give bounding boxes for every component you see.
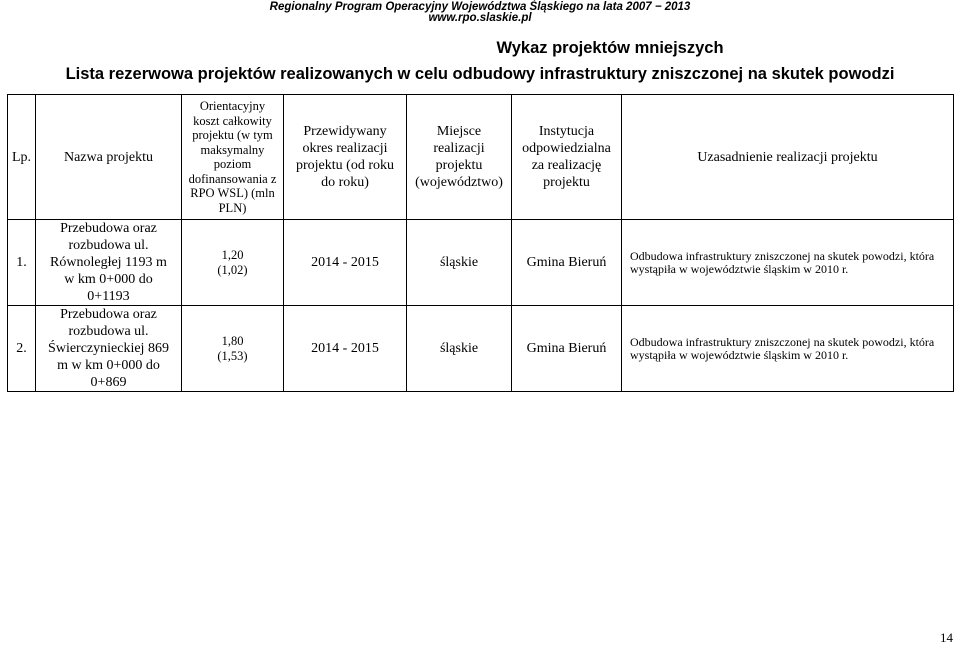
page-subtitle: Lista rezerwowa projektów realizowanych w celu odbudowy infrastruktury zniszczonej na skutek powodzi — [65, 65, 895, 83]
row-lp: 2. — [8, 306, 36, 392]
table-header-row — [8, 95, 954, 220]
row-cost — [182, 306, 284, 392]
row-cost — [182, 220, 284, 306]
col-header-period: Przewidywany okres realizacji projektu (od roku do roku) — [284, 95, 407, 220]
row-name: Przebudowa oraz rozbudowa ul. Równoległej 1193 m w km 0+000 do 0+1193 — [36, 220, 182, 306]
row-institution: Gmina Bieruń — [512, 220, 622, 306]
col-header-justification: Uzasadnienie realizacji projektu — [622, 95, 954, 220]
row-place: śląskie — [407, 220, 512, 306]
col-header-cost: Orientacyjny koszt całkowity projektu (w tym maksymalny poziom dofinansowania z RPO WSL) (mln PLN) — [182, 95, 284, 220]
row-period: 2014 - 2015 — [284, 306, 407, 392]
col-header-institution: Instytucja odpowiedzialna za realizację projektu — [512, 95, 622, 220]
row-cost-total: 1,80 — [221, 333, 244, 348]
col-header-lp: Lp. — [8, 95, 36, 220]
row-cost-cofin: (1,53) — [217, 348, 248, 363]
program-url: www.rpo.slaskie.pl — [428, 12, 532, 24]
row-period: 2014 - 2015 — [284, 220, 407, 306]
table-row — [8, 306, 954, 392]
page-title: Wykaz projektów mniejszych — [496, 39, 724, 57]
projects-table — [7, 94, 954, 392]
col-header-name: Nazwa projektu — [36, 95, 182, 220]
col-header-place: Miejsce realizacji projektu (województwo) — [407, 95, 512, 220]
row-cost-total: 1,20 — [221, 247, 244, 262]
row-name: Przebudowa oraz rozbudowa ul. Świerczynieckiej 869 m w km 0+000 do 0+869 — [36, 306, 182, 392]
row-place: śląskie — [407, 306, 512, 392]
row-justification: Odbudowa infrastruktury zniszczonej na skutek powodzi, która wystąpiła w województwie śląskim w 2010 r. — [622, 306, 954, 392]
row-justification: Odbudowa infrastruktury zniszczonej na skutek powodzi, która wystąpiła w województwie śląskim w 2010 r. — [622, 220, 954, 306]
page-number: 14 — [940, 630, 953, 645]
table-row — [8, 220, 954, 306]
row-cost-cofin: (1,02) — [217, 262, 248, 277]
row-institution: Gmina Bieruń — [512, 306, 622, 392]
program-header: Regionalny Program Operacyjny Województwa Śląskiego na lata 2007 − 2013 — [269, 1, 691, 13]
row-lp: 1. — [8, 220, 36, 306]
